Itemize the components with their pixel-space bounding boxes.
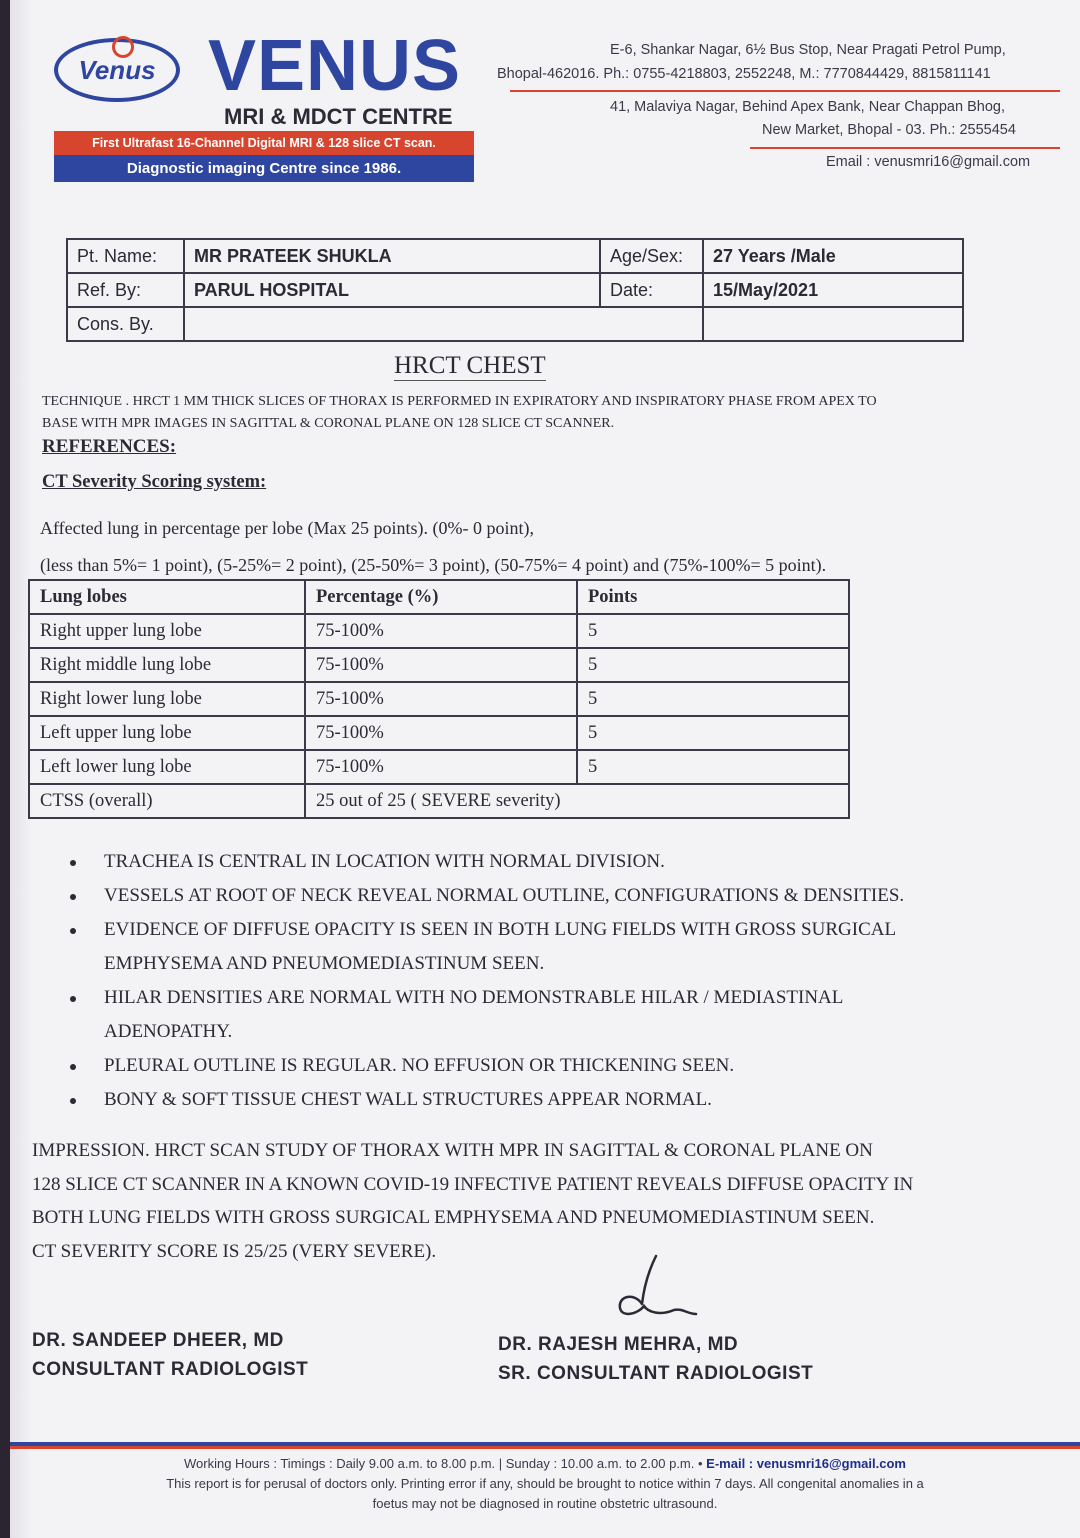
signatory-right-name: DR. RAJESH MEHRA, MD — [498, 1334, 739, 1355]
lobe-points: 5 — [577, 716, 849, 750]
footer-hours-line — [10, 1454, 1080, 1474]
signatory-left — [32, 1326, 308, 1384]
finding-item: EVIDENCE OF DIFFUSE OPACITY IS SEEN IN BOTH LUNG FIELDS WITH GROSS SURGICAL EMPHYSEMA AND PNEUMOMEDIASTINUM SEEN. — [70, 913, 970, 981]
table-row — [29, 682, 849, 716]
address-divider — [750, 147, 1060, 149]
lobe-points: 5 — [577, 614, 849, 648]
emblem-icon — [112, 36, 134, 58]
address-1-line-1: E-6, Shankar Nagar, 6½ Bus Stop, Near Pragati Petrol Pump, — [610, 42, 1006, 58]
working-hours: Working Hours : Timings : Daily 9.00 a.m. to 8.00 p.m. | Sunday : 10.00 a.m. to 2.00 p.m. • — [184, 1456, 703, 1471]
cons-label: Cons. By. — [67, 307, 184, 341]
lobe-name: Right middle lung lobe — [29, 648, 305, 682]
column-header: Percentage (%) — [305, 580, 577, 614]
footer-note: This report is for perusal of doctors only. Printing error if any, should be brought to notice within 7 days. All congenital anomalies in a — [166, 1476, 924, 1491]
scoring-line: (less than 5%= 1 point), (5-25%= 2 point), (25-50%= 3 point), (50-75%= 4 point) and (75%-100%= 5 point). — [40, 555, 827, 575]
footer — [10, 1454, 1080, 1514]
lobe-points: 5 — [577, 682, 849, 716]
report-date: 15/May/2021 — [703, 273, 963, 307]
lobe-points: 5 — [577, 750, 849, 784]
lobe-percentage: 75-100% — [305, 682, 577, 716]
lobe-percentage: 75-100% — [305, 648, 577, 682]
scoring-line: Affected lung in percentage per lobe (Max 25 points). (0%- 0 point), — [40, 518, 535, 538]
lobe-percentage: 75-100% — [305, 614, 577, 648]
impression-line: IMPRESSION. HRCT SCAN STUDY OF THORAX WITH MPR IN SAGITTAL & CORONAL PLANE ON — [32, 1140, 873, 1161]
impression-line: 128 SLICE CT SCANNER IN A KNOWN COVID-19 INFECTIVE PATIENT REVEALS DIFFUSE OPACITY IN — [32, 1173, 914, 1195]
technique-line: TECHNIQUE . HRCT 1 MM THICK SLICES OF THORAX IS PERFORMED IN EXPIRATORY AND INSPIRATORY PHASE FROM APEX TO — [42, 394, 877, 409]
table-header-row — [29, 580, 849, 614]
patient-row — [67, 307, 963, 341]
patient-agesex: 27 Years /Male — [703, 239, 963, 273]
tagline-blue-band: Diagnostic imaging Centre since 1986. — [54, 155, 474, 182]
header-email: Email : venusmri16@gmail.com — [826, 154, 1031, 170]
table-row — [29, 614, 849, 648]
signatory-left-title: CONSULTANT RADIOLOGIST — [32, 1359, 309, 1380]
references-heading: REFERENCES: — [42, 436, 177, 457]
footer-email: E-mail : venusmri16@gmail.com — [706, 1456, 906, 1471]
lobe-name: Right upper lung lobe — [29, 614, 305, 648]
consultant — [184, 307, 703, 341]
ctss-table — [28, 579, 850, 819]
column-header: Points — [577, 580, 849, 614]
table-row — [29, 716, 849, 750]
ctss-total-label: CTSS (overall) — [29, 784, 305, 818]
patient-info-table — [66, 238, 964, 342]
lobe-name: Right lower lung lobe — [29, 682, 305, 716]
lobe-percentage: 75-100% — [305, 716, 577, 750]
technique-text — [42, 388, 992, 437]
finding-item: PLEURAL OUTLINE IS REGULAR. NO EFFUSION OR THICKENING SEEN. — [70, 1049, 970, 1083]
table-row — [29, 648, 849, 682]
patient-row — [67, 273, 963, 307]
total-row — [29, 784, 849, 818]
report-page — [10, 0, 1080, 1538]
findings-list — [70, 845, 970, 1117]
lobe-name: Left upper lung lobe — [29, 716, 305, 750]
lobe-name: Left lower lung lobe — [29, 750, 305, 784]
column-header: Lung lobes — [29, 580, 305, 614]
table-row — [29, 750, 849, 784]
lobe-points: 5 — [577, 648, 849, 682]
signatory-right-title: SR. CONSULTANT RADIOLOGIST — [498, 1363, 814, 1384]
signatory-right — [498, 1330, 813, 1388]
brand-name: VENUS — [208, 26, 462, 106]
agesex-label: Age/Sex: — [600, 239, 703, 273]
address-2-line-1: 41, Malaviya Nagar, Behind Apex Bank, Near Chappan Bhog, — [610, 99, 1005, 115]
lobe-percentage: 75-100% — [305, 750, 577, 784]
report-title: HRCT CHEST — [394, 352, 546, 379]
ctss-total-value: 25 out of 25 ( SEVERE severity) — [305, 784, 849, 818]
ref-label: Ref. By: — [67, 273, 184, 307]
address-1-line-2: Bhopal-462016. Ph.: 0755-4218803, 2552248, M.: 7770844429, 8815811141 — [497, 66, 991, 82]
impression-line: CT SEVERITY SCORE IS 25/25 (VERY SEVERE). — [32, 1240, 437, 1262]
name-label: Pt. Name: — [67, 239, 184, 273]
brand-subtitle: MRI & MDCT CENTRE — [224, 104, 453, 129]
finding-item: VESSELS AT ROOT OF NECK REVEAL NORMAL OUTLINE, CONFIGURATIONS & DENSITIES. — [70, 879, 970, 913]
impression — [32, 1134, 977, 1268]
patient-row — [67, 239, 963, 273]
footer-note: foetus may not be diagnosed in routine obstetric ultrasound. — [372, 1496, 718, 1511]
logo-text: Venus — [78, 54, 156, 85]
patient-name: MR PRATEEK SHUKLA — [184, 239, 600, 273]
footer-rule-red — [10, 1446, 1080, 1449]
impression-line: BOTH LUNG FIELDS WITH GROSS SURGICAL EMPHYSEMA AND PNEUMOMEDIASTINUM SEEN. — [32, 1207, 875, 1228]
address-divider — [510, 90, 1060, 92]
finding-item: BONY & SOFT TISSUE CHEST WALL STRUCTURES APPEAR NORMAL. — [70, 1083, 970, 1117]
date-label: Date: — [600, 273, 703, 307]
scoring-text — [40, 510, 826, 584]
finding-item: HILAR DENSITIES ARE NORMAL WITH NO DEMONSTRABLE HILAR / MEDIASTINAL ADENOPATHY. — [70, 981, 970, 1049]
signatory-left-name: DR. SANDEEP DHEER, MD — [32, 1330, 284, 1351]
tagline-red-band: First Ultrafast 16-Channel Digital MRI & 128 slice CT scan. — [54, 131, 474, 155]
empty-cell — [703, 307, 963, 341]
scoring-heading: CT Severity Scoring system: — [42, 472, 267, 492]
referred-by: PARUL HOSPITAL — [184, 273, 600, 307]
handwritten-signature — [608, 1252, 698, 1334]
technique-line: BASE WITH MPR IMAGES IN SAGITTAL & CORONAL PLANE ON 128 SLICE CT SCANNER. — [42, 416, 615, 431]
address-2-line-2: New Market, Bhopal - 03. Ph.: 2555454 — [762, 122, 1016, 138]
finding-item: TRACHEA IS CENTRAL IN LOCATION WITH NORMAL DIVISION. — [70, 845, 970, 879]
